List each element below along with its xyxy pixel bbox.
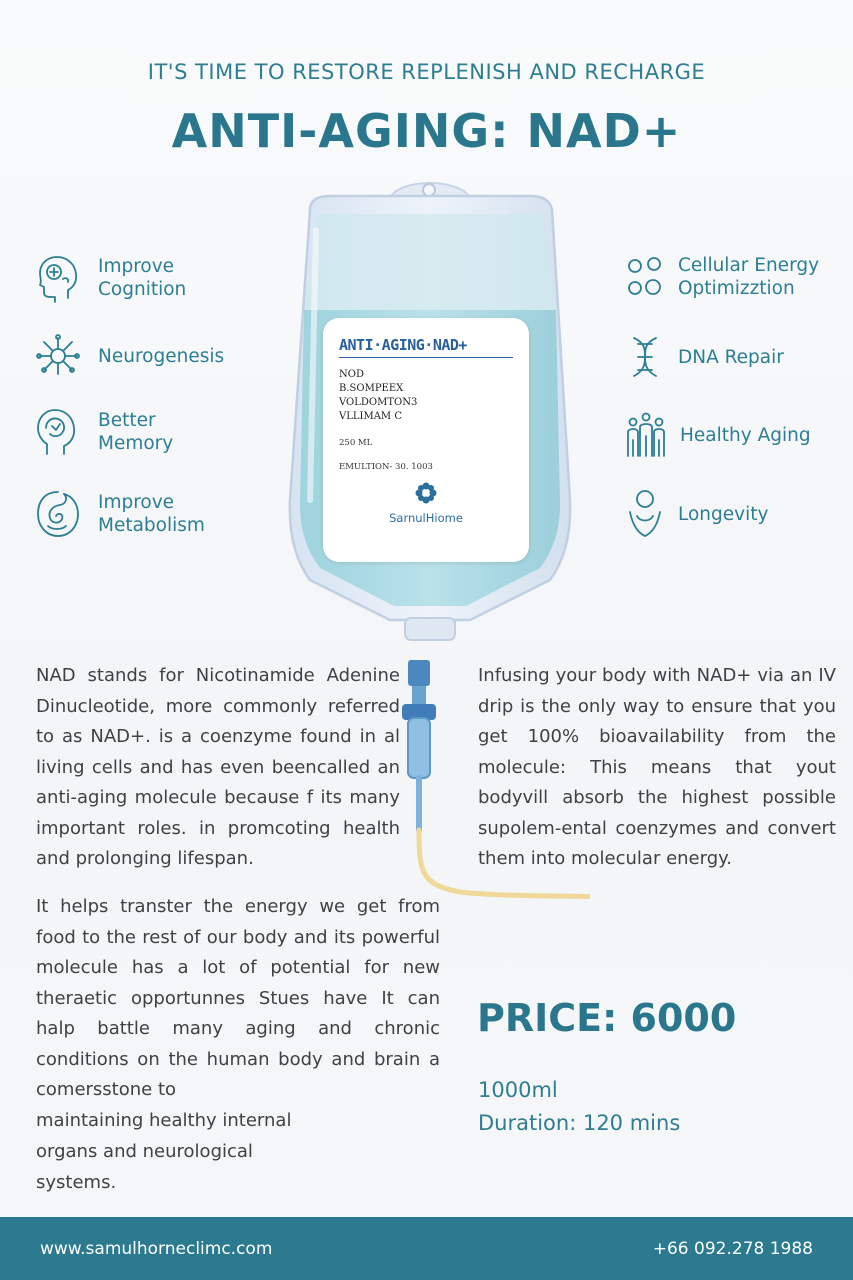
family-icon <box>626 410 666 460</box>
energy-paragraph-line: systems. <box>36 1172 117 1193</box>
energy-paragraph-line: organs and neurological <box>36 1141 253 1162</box>
benefit-label: Improve Metabolism <box>98 492 205 536</box>
tagline: IT'S TIME TO RESTORE REPLENISH AND RECHARGE <box>147 60 706 84</box>
benefit-longevity <box>626 488 768 540</box>
cells-icon <box>626 254 664 300</box>
bag-label-line: NOD <box>339 369 364 380</box>
brand-logo-icon <box>415 482 437 504</box>
benefit-neurogenesis <box>34 332 224 380</box>
page-title: ANTI-AGING: NAD+ <box>171 104 682 158</box>
benefit-cellular-energy <box>626 254 819 300</box>
bag-label-title: ANTI·AGING·NAD+ <box>339 336 513 358</box>
benefit-label: Longevity <box>678 503 769 525</box>
duration: Duration: 120 mins <box>478 1111 681 1135</box>
benefit-label: DNA Repair <box>678 346 784 368</box>
digestive-system-icon <box>34 488 82 540</box>
benefit-label: Improve Cognition <box>98 256 187 300</box>
bag-label-card <box>323 318 529 562</box>
bag-label-line: VLLIMAM C <box>339 411 402 422</box>
price: PRICE: 6000 <box>477 996 737 1040</box>
website-link[interactable]: www.samulhorneclimc.com <box>40 1238 273 1259</box>
energy-paragraph: It helps transter the energy we get from food to the rest of our body and its powerful molecule has a lot of potential for new theraetic opportunnes Stues have It can halp battle many aging and chronic conditions on the human body and brain a comersstone to <box>36 896 440 1100</box>
bag-label-dose: 250 ML <box>339 438 373 448</box>
volume: 1000ml <box>478 1078 558 1102</box>
benefit-healthy-aging <box>626 410 811 460</box>
benefit-label: Cellular Energy Optimizztion <box>678 255 820 299</box>
bag-label-expiry: EMULTION- 30. 1003 <box>339 462 433 472</box>
intro-paragraph: NAD stands for Nicotinamide Adenine Dinucleotide, more commonly referred to as NAD+. is a coenzyme found in al living cells and has even beencalled an anti-aging molecule because f its many important roles. in promcoting health and prolonging lifespan. <box>36 665 400 869</box>
bag-label-line: B.SOMPEEX <box>339 383 404 394</box>
memory-head-icon <box>34 406 82 458</box>
person-icon <box>626 488 664 540</box>
benefit-improve-metabolism <box>34 488 205 540</box>
neuron-icon <box>34 332 82 380</box>
dna-icon <box>626 334 664 380</box>
brain-head-icon <box>34 252 82 304</box>
infusion-paragraph: Infusing your body with NAD+ via an IV drip is the only way to ensure that you get 100% bioavailability from the molecule: This means that yout bodyvill absorb the highest possible supolem-ental coenzymes and convert them into molecular energy. <box>478 665 836 869</box>
benefit-label: Better Memory <box>98 410 174 454</box>
benefit-improve-cognition <box>34 252 186 304</box>
benefit-label: Neurogenesis <box>98 345 225 367</box>
benefit-better-memory <box>34 406 173 458</box>
energy-paragraph-line: maintaining healthy internal <box>36 1110 292 1131</box>
footer <box>0 1217 853 1280</box>
benefit-label: Healthy Aging <box>680 424 811 446</box>
bag-label-brand: SarnulHiome <box>389 511 463 525</box>
benefit-dna-repair <box>626 334 784 380</box>
phone-number[interactable]: +66 092.278 1988 <box>652 1238 813 1259</box>
bag-label-line: VOLDOMTON3 <box>339 397 418 408</box>
